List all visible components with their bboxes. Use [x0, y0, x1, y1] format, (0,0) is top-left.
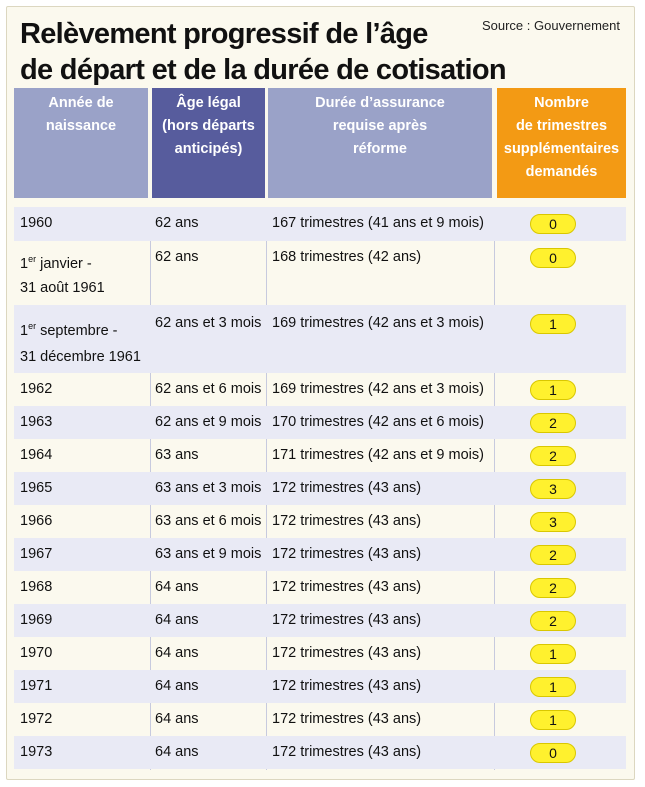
extra-quarters-badge: 3	[530, 512, 576, 532]
cell-birth-year: 1972	[20, 711, 53, 727]
cell-birth-year: 1964	[20, 447, 53, 463]
cell-birth-year: 1969	[20, 612, 53, 628]
page-title	[20, 16, 506, 88]
header-line: anticipés)	[174, 141, 243, 157]
extra-quarters-badge: 0	[530, 248, 576, 268]
header-line: Nombre	[534, 95, 589, 111]
table-row	[14, 736, 626, 769]
cell-birth-year: 1970	[20, 645, 53, 661]
cell-duration: 170 trimestres (42 ans et 6 mois)	[272, 414, 484, 430]
header-line: requise après	[332, 118, 428, 134]
year-text: 31 décembre 1961	[20, 348, 141, 365]
table-row	[14, 305, 626, 373]
header-extra-quarters	[497, 88, 626, 198]
cell-birth-year: 1963	[20, 414, 53, 430]
extra-quarters-badge: 3	[530, 479, 576, 499]
table-row	[14, 538, 626, 571]
cell-legal-age: 64 ans	[155, 645, 199, 661]
table-row	[14, 439, 626, 472]
cell-duration: 169 trimestres (42 ans et 3 mois)	[272, 315, 484, 331]
table-row	[14, 670, 626, 703]
extra-quarters-badge: 0	[530, 214, 576, 234]
title-line-1: Relèvement progressif de l’âge	[20, 18, 428, 50]
cell-duration: 172 trimestres (43 ans)	[272, 480, 422, 496]
table-row	[14, 406, 626, 439]
table-row	[14, 373, 626, 406]
extra-quarters-badge: 1	[530, 677, 576, 697]
cell-legal-age: 63 ans et 9 mois	[155, 546, 262, 562]
cell-duration: 171 trimestres (42 ans et 9 mois)	[272, 447, 484, 463]
cell-duration: 168 trimestres (42 ans)	[272, 249, 422, 265]
cell-legal-age: 64 ans	[155, 678, 199, 694]
cell-duration: 172 trimestres (43 ans)	[272, 678, 422, 694]
cell-legal-age: 63 ans	[155, 447, 199, 463]
cell-duration: 172 trimestres (43 ans)	[272, 612, 422, 628]
cell-legal-age: 64 ans	[155, 579, 199, 595]
cell-legal-age: 64 ans	[155, 744, 199, 760]
cell-duration: 172 trimestres (43 ans)	[272, 645, 422, 661]
ordinal-suffix: er	[28, 254, 37, 264]
extra-quarters-badge: 0	[530, 743, 576, 763]
cell-legal-age: 62 ans et 9 mois	[155, 414, 262, 430]
header-birth-year	[14, 88, 148, 198]
cell-legal-age: 63 ans et 3 mois	[155, 480, 262, 496]
source-note: Source : Gouvernement	[481, 18, 620, 33]
cell-legal-age: 62 ans	[155, 249, 199, 265]
header-legal-age	[152, 88, 265, 198]
extra-quarters-badge: 2	[530, 578, 576, 598]
header-line: Durée d’assurance	[315, 95, 445, 111]
table-row	[14, 241, 626, 305]
year-text: janvier -	[36, 255, 92, 272]
header-insurance-duration	[268, 88, 492, 198]
cell-duration: 172 trimestres (43 ans)	[272, 711, 422, 727]
extra-quarters-badge: 2	[530, 545, 576, 565]
cell-birth-year	[20, 247, 105, 300]
data-table	[14, 207, 626, 769]
cell-legal-age: 64 ans	[155, 612, 199, 628]
cell-birth-year: 1967	[20, 546, 53, 562]
year-text: 31 août 1961	[20, 279, 105, 296]
extra-quarters-badge: 2	[530, 611, 576, 631]
year-text: 1	[20, 322, 29, 339]
ordinal-suffix: er	[28, 321, 37, 331]
table-row	[14, 604, 626, 637]
table-row	[14, 505, 626, 538]
extra-quarters-badge: 1	[530, 314, 576, 334]
header-line: Âge légal	[176, 95, 241, 111]
cell-birth-year: 1971	[20, 678, 53, 694]
cell-birth-year: 1965	[20, 480, 53, 496]
cell-birth-year: 1962	[20, 381, 53, 397]
header-line: naissance	[45, 118, 117, 134]
cell-legal-age: 62 ans et 6 mois	[155, 381, 262, 397]
table-row	[14, 571, 626, 604]
header-line: supplémentaires	[503, 141, 620, 157]
cell-duration: 167 trimestres (41 ans et 9 mois)	[272, 215, 484, 231]
year-text: 1	[20, 255, 29, 272]
header-line: de trimestres	[515, 118, 608, 134]
year-text: septembre -	[36, 322, 118, 339]
cell-duration: 172 trimestres (43 ans)	[272, 546, 422, 562]
header-line: (hors départs	[162, 118, 255, 134]
cell-legal-age: 63 ans et 6 mois	[155, 513, 262, 529]
cell-birth-year: 1966	[20, 513, 53, 529]
extra-quarters-badge: 2	[530, 446, 576, 466]
cell-duration: 169 trimestres (42 ans et 3 mois)	[272, 381, 484, 397]
cell-birth-year: 1973	[20, 744, 53, 760]
table-row	[14, 207, 626, 241]
header-line: réforme	[353, 141, 407, 157]
table-row	[14, 637, 626, 670]
header-line: Année de	[48, 95, 114, 111]
cell-duration: 172 trimestres (43 ans)	[272, 579, 422, 595]
cell-birth-year	[20, 313, 141, 370]
cell-birth-year: 1968	[20, 579, 53, 595]
cell-duration: 172 trimestres (43 ans)	[272, 513, 422, 529]
cell-legal-age: 64 ans	[155, 711, 199, 727]
cell-legal-age: 62 ans	[155, 215, 199, 231]
cell-duration: 172 trimestres (43 ans)	[272, 744, 422, 760]
header-line: demandés	[525, 164, 598, 180]
title-line-2: de départ et de la durée de cotisation	[20, 54, 506, 86]
table-row	[14, 703, 626, 736]
cell-legal-age: 62 ans et 3 mois	[155, 315, 262, 331]
cell-birth-year: 1960	[20, 215, 53, 231]
extra-quarters-badge: 1	[530, 380, 576, 400]
extra-quarters-badge: 1	[530, 710, 576, 730]
table-row	[14, 472, 626, 505]
extra-quarters-badge: 2	[530, 413, 576, 433]
extra-quarters-badge: 1	[530, 644, 576, 664]
